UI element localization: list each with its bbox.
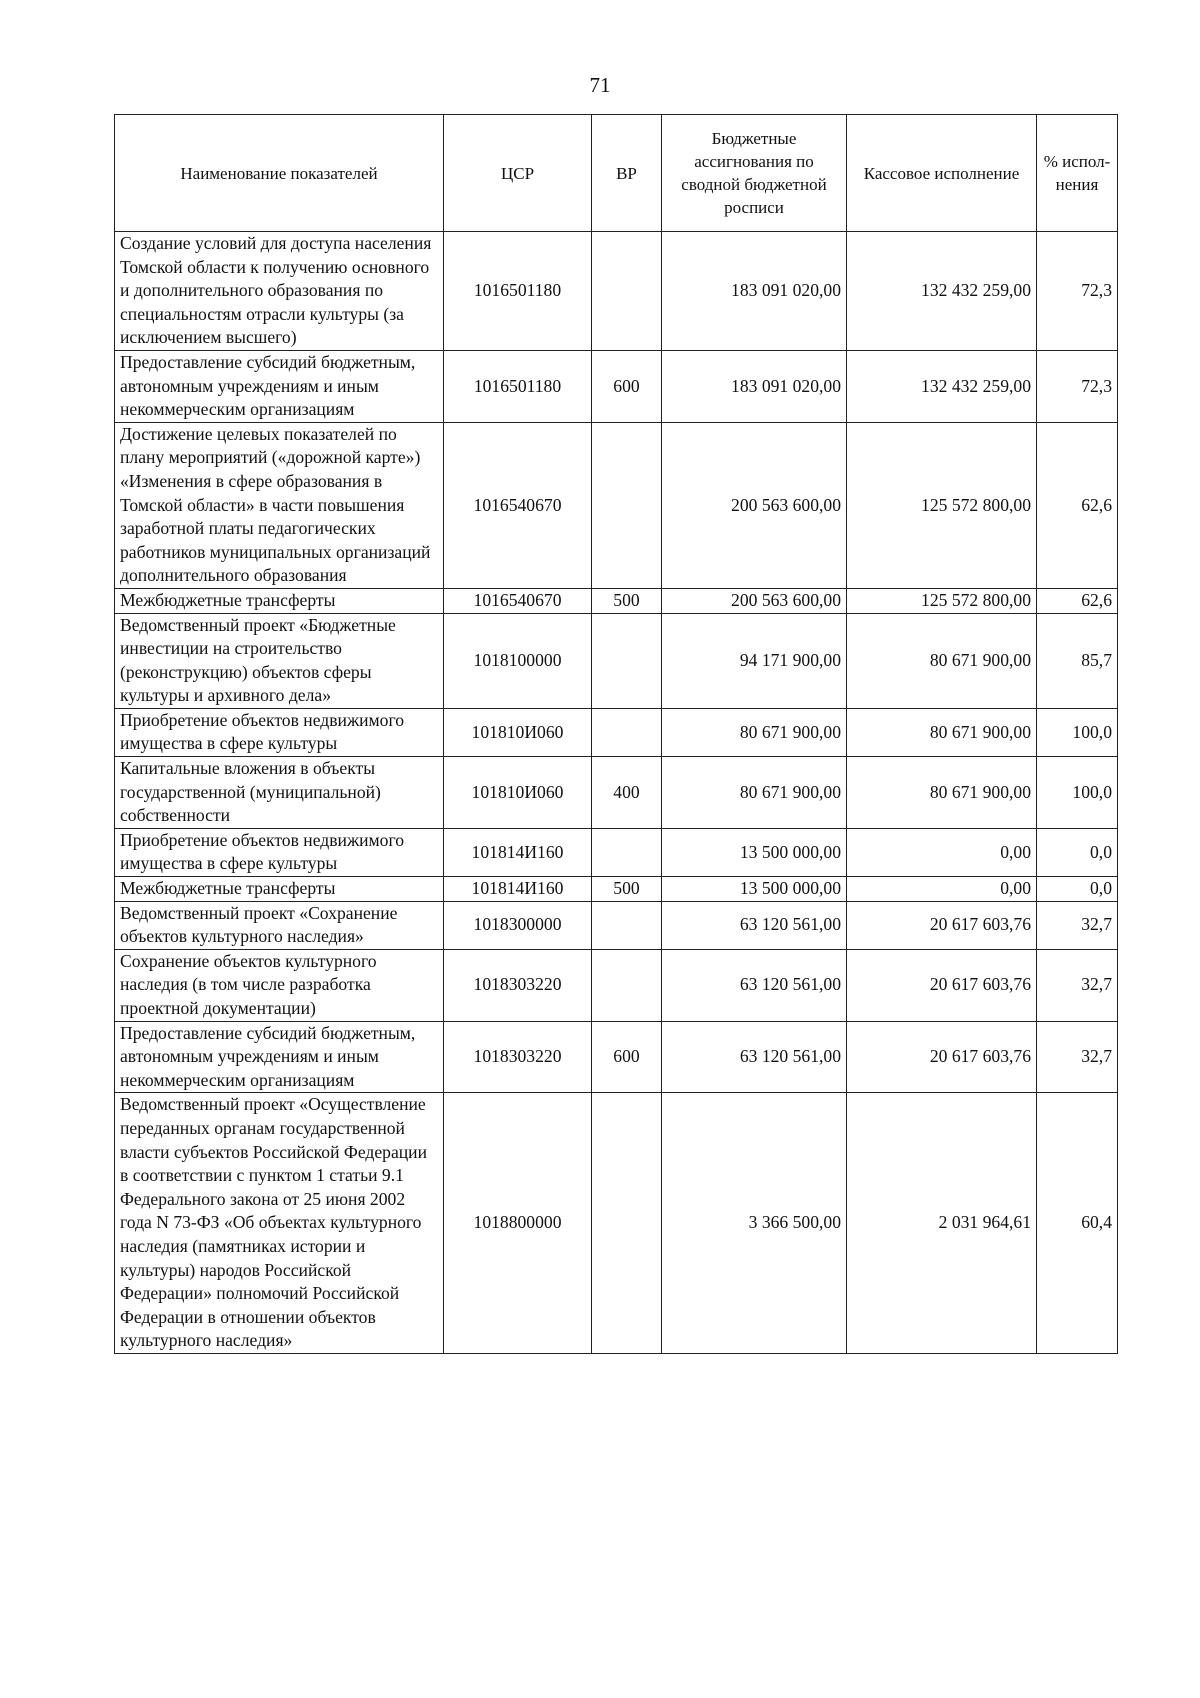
row-percent: 0,0 — [1037, 877, 1118, 902]
budget-execution-table — [114, 114, 1118, 1354]
table-row — [115, 1021, 1118, 1093]
row-vr — [592, 828, 662, 876]
header-percent: % испол-нения — [1037, 115, 1118, 232]
row-name: Межбюджетные трансферты — [115, 877, 444, 902]
row-csr: 1016540670 — [444, 588, 592, 613]
row-cash: 132 432 259,00 — [847, 350, 1037, 422]
row-percent: 72,3 — [1037, 232, 1118, 351]
row-percent: 32,7 — [1037, 949, 1118, 1021]
row-name: Приобретение объектов недвижимого имущества в сфере культуры — [115, 828, 444, 876]
row-percent: 60,4 — [1037, 1093, 1118, 1354]
row-cash: 0,00 — [847, 877, 1037, 902]
row-percent: 72,3 — [1037, 350, 1118, 422]
row-csr: 1018800000 — [444, 1093, 592, 1354]
row-csr: 1016501180 — [444, 232, 592, 351]
row-budget: 13 500 000,00 — [662, 877, 847, 902]
row-cash: 2 031 964,61 — [847, 1093, 1037, 1354]
row-budget: 183 091 020,00 — [662, 350, 847, 422]
table-row — [115, 1093, 1118, 1354]
row-cash: 80 671 900,00 — [847, 708, 1037, 756]
row-percent: 0,0 — [1037, 828, 1118, 876]
row-vr: 500 — [592, 588, 662, 613]
row-name: Капитальные вложения в объекты государственной (муниципальной) собственности — [115, 757, 444, 829]
table-row — [115, 757, 1118, 829]
row-name: Ведомственный проект «Осуществление переданных органам государственной власти субъектов Российской Федерации в соответствии с пунктом 1 статьи 9.1 Федерального закона от 25 июня 2002 года N 73-ФЗ «Об объектах культурного наследия (памятниках истории и культуры) народов Российской Федерации» полномочий Российской Федерации в отношении объектов культурного наследия» — [115, 1093, 444, 1354]
row-cash: 125 572 800,00 — [847, 422, 1037, 588]
row-budget: 183 091 020,00 — [662, 232, 847, 351]
row-vr — [592, 232, 662, 351]
row-vr: 500 — [592, 877, 662, 902]
row-csr: 101814И160 — [444, 828, 592, 876]
row-percent: 32,7 — [1037, 1021, 1118, 1093]
row-vr — [592, 1093, 662, 1354]
header-name: Наименование показателей — [115, 115, 444, 232]
header-vr: ВР — [592, 115, 662, 232]
row-budget: 63 120 561,00 — [662, 901, 847, 949]
row-name: Сохранение объектов культурного наследия (в том числе разработка проектной документации) — [115, 949, 444, 1021]
header-budget: Бюджетные ассигнования по сводной бюджетной росписи — [662, 115, 847, 232]
table-row — [115, 877, 1118, 902]
row-csr: 1018303220 — [444, 949, 592, 1021]
row-cash: 80 671 900,00 — [847, 757, 1037, 829]
table-header-row — [115, 115, 1118, 232]
row-csr: 1018300000 — [444, 901, 592, 949]
row-budget: 63 120 561,00 — [662, 949, 847, 1021]
row-name: Ведомственный проект «Бюджетные инвестиции на строительство (реконструкцию) объектов сферы культуры и архивного дела» — [115, 613, 444, 708]
row-budget: 3 366 500,00 — [662, 1093, 847, 1354]
table-row — [115, 613, 1118, 708]
row-name: Создание условий для доступа населения Томской области к получению основного и дополнительного образования по специальностям отрасли культуры (за исключением высшего) — [115, 232, 444, 351]
row-cash: 20 617 603,76 — [847, 901, 1037, 949]
row-budget: 94 171 900,00 — [662, 613, 847, 708]
row-budget: 13 500 000,00 — [662, 828, 847, 876]
table-row — [115, 350, 1118, 422]
header-csr: ЦСР — [444, 115, 592, 232]
table-row — [115, 828, 1118, 876]
table-row — [115, 588, 1118, 613]
row-budget: 80 671 900,00 — [662, 708, 847, 756]
row-cash: 20 617 603,76 — [847, 1021, 1037, 1093]
row-vr — [592, 901, 662, 949]
row-percent: 100,0 — [1037, 757, 1118, 829]
row-cash: 80 671 900,00 — [847, 613, 1037, 708]
row-cash: 125 572 800,00 — [847, 588, 1037, 613]
row-cash: 0,00 — [847, 828, 1037, 876]
row-name: Предоставление субсидий бюджетным, автономным учреждениям и иным некоммерческим организациям — [115, 350, 444, 422]
row-vr: 600 — [592, 1021, 662, 1093]
table-row — [115, 422, 1118, 588]
row-vr — [592, 613, 662, 708]
row-csr: 1016540670 — [444, 422, 592, 588]
row-percent: 32,7 — [1037, 901, 1118, 949]
row-csr: 1016501180 — [444, 350, 592, 422]
table-row — [115, 949, 1118, 1021]
row-csr: 1018100000 — [444, 613, 592, 708]
row-percent: 62,6 — [1037, 422, 1118, 588]
row-name: Приобретение объектов недвижимого имущества в сфере культуры — [115, 708, 444, 756]
row-csr: 1018303220 — [444, 1021, 592, 1093]
row-budget: 80 671 900,00 — [662, 757, 847, 829]
row-percent: 62,6 — [1037, 588, 1118, 613]
row-name: Межбюджетные трансферты — [115, 588, 444, 613]
header-cash: Кассовое исполнение — [847, 115, 1037, 232]
row-name: Ведомственный проект «Сохранение объектов культурного наследия» — [115, 901, 444, 949]
row-budget: 63 120 561,00 — [662, 1021, 847, 1093]
row-vr: 400 — [592, 757, 662, 829]
row-vr — [592, 422, 662, 588]
row-name: Достижение целевых показателей по плану мероприятий («дорожной карте») «Изменения в сфере образования в Томской области» в части повышения заработной платы педагогических работников муниципальных организаций дополнительного образования — [115, 422, 444, 588]
row-vr — [592, 949, 662, 1021]
row-csr: 101810И060 — [444, 757, 592, 829]
page-number: 71 — [589, 73, 611, 97]
row-name: Предоставление субсидий бюджетным, автономным учреждениям и иным некоммерческим организациям — [115, 1021, 444, 1093]
row-percent: 85,7 — [1037, 613, 1118, 708]
row-budget: 200 563 600,00 — [662, 588, 847, 613]
table-row — [115, 232, 1118, 351]
table-row — [115, 708, 1118, 756]
row-percent: 100,0 — [1037, 708, 1118, 756]
row-vr — [592, 708, 662, 756]
row-csr: 101814И160 — [444, 877, 592, 902]
row-cash: 132 432 259,00 — [847, 232, 1037, 351]
table-row — [115, 901, 1118, 949]
row-budget: 200 563 600,00 — [662, 422, 847, 588]
row-vr: 600 — [592, 350, 662, 422]
row-cash: 20 617 603,76 — [847, 949, 1037, 1021]
row-csr: 101810И060 — [444, 708, 592, 756]
